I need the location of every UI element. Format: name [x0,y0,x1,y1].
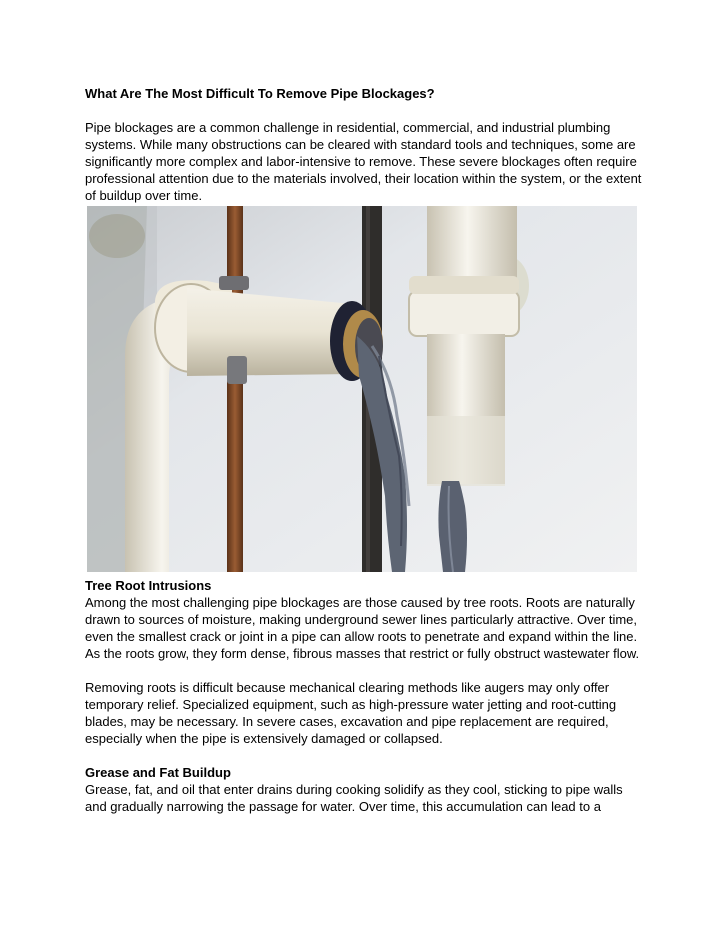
section-title: Grease and Fat Buildup [85,765,231,780]
intro-paragraph: Pipe blockages are a common challenge in residential, commercial, and industrial plumbing systems. While many obstructions can be cleared with standard tools and techniques, some are significantly more complex and labor-intensive to remove. These severe blockages often require professional attention due to the materials involved, their location within the system, or the extent of buildup over time. [85,120,642,203]
section-tree-roots [85,577,645,747]
spacer [85,102,645,119]
spacer [85,662,645,679]
document-body [85,85,645,204]
section-title: Tree Root Intrusions [85,578,212,593]
section-paragraph: Grease, fat, and oil that enter drains during cooking solidify as they cool, sticking to pipe walls and gradually narrowing the passage for water. Over time, this accumulation can lead to a [85,782,623,814]
section-grease [85,764,645,815]
clogged-pipe-photo [87,206,637,572]
section-paragraph: Removing roots is difficult because mechanical clearing methods like augers may only offer temporary relief. Specialized equipment, such as high-pressure water jetting and root-cutting blades, may be necessary. In severe cases, excavation and pipe replacement are required, especially when the pipe is extensively damaged or collapsed. [85,680,617,746]
spacer [85,747,645,764]
section-paragraph: Among the most challenging pipe blockages are those caused by tree roots. Roots are naturally drawn to sources of moisture, making underground sewer lines particularly attractive. Over time, even the smallest crack or joint in a pipe can allow roots to penetrate and expand within the line. As the roots grow, they form dense, fibrous masses that restrict or fully obstruct wastewater flow. [85,595,640,661]
article-title: What Are The Most Difficult To Remove Pipe Blockages? [85,86,435,101]
article-sections [85,577,645,815]
copper-pipe [227,206,243,572]
